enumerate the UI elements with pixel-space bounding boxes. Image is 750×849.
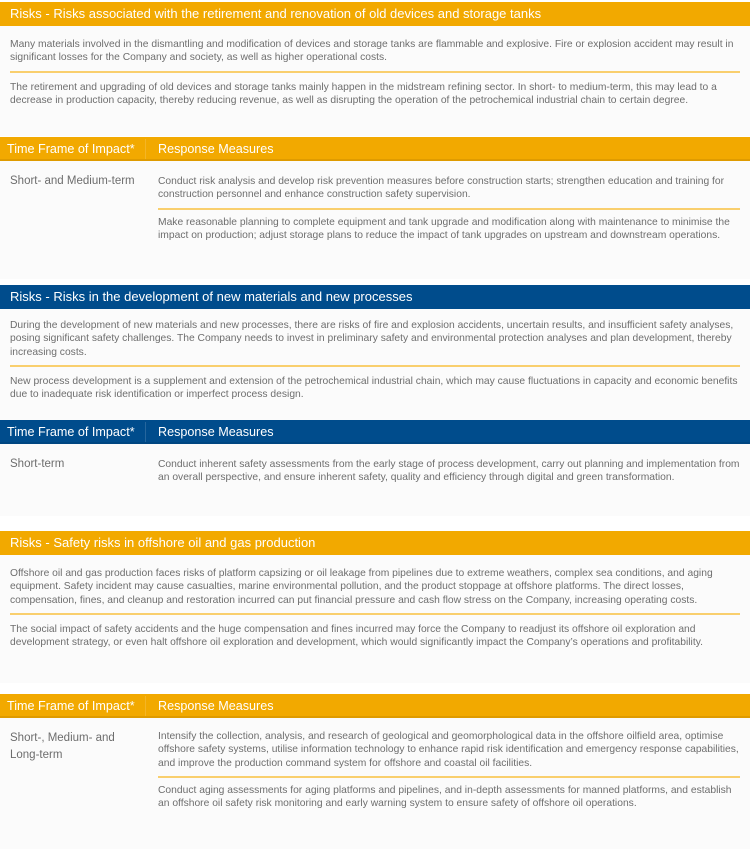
measure-item: Intensify the collection, analysis, and research of geological and geomorphological data in the offshore oilfield area, optimise offshore safety systems, utilise information technology to enhance rapid risk identification and emergency response capabilities, and improve the production command system for offshore and coastal oil facilities. [158, 731, 739, 769]
description-paragraph: During the development of new materials and new processes, there are risks of fire and explosion accidents, uncertain results, and insufficient safety analyses, posing significant safety challenges. The Company needs to invest in preliminary safety and environmental protection analyses and plan development, thereby increasing costs. [10, 320, 734, 358]
risk-description [0, 309, 750, 420]
header-separator [145, 139, 146, 159]
header-separator [145, 696, 146, 716]
header-time-frame: Time Frame of Impact* [7, 425, 135, 439]
measures-list [158, 718, 740, 816]
time-frame-value: Short-, Medium- and Long-term [10, 732, 115, 761]
divider [158, 776, 740, 778]
description-paragraph: Offshore oil and gas production faces risks of platform capsizing or oil leakage from pipelines due to extreme weathers, complex sea conditions, and aging equipment. Safety incident may cause casualties, marine environmental pollution, and the product stoppage at offshore platforms. The direct losses, compensation, fines, and cleanup and restoration incurred can put financial pressure and cash flow stress on the Company, increasing operating costs. [10, 568, 713, 606]
risk-title: Risks - Risks associated with the retirement and renovation of old devices and storage tanks [0, 2, 750, 26]
header-response-measures: Response Measures [158, 425, 274, 439]
risk-title: Risks - Risks in the development of new materials and new processes [0, 285, 750, 309]
risk-section-offshore [0, 531, 750, 683]
divider [158, 208, 740, 210]
risk-section-retirement [0, 2, 750, 136]
time-frame-value: Short-term [10, 458, 65, 470]
description-paragraph: New process development is a supplement and extension of the petrochemical industrial chain, which may cause fluctuations in capacity and economic benefits due to inadequate risk identification or imperfect process design. [10, 375, 738, 401]
risk-title: Risks - Safety risks in offshore oil and gas production [0, 531, 750, 555]
risk-section-new-materials [0, 285, 750, 420]
table-header [0, 420, 750, 444]
measures-list [158, 161, 740, 248]
measure-item: Conduct risk analysis and develop risk prevention measures before construction starts; strengthen education and training for construction personnel and enhance construction safety supervision. [158, 176, 725, 201]
measure-item: Conduct aging assessments for aging platforms and pipelines, and in-depth assessments for manned platforms, and establish an offshore oil safety risk monitoring and early warning system to ensure safety of offshore oil operations. [158, 784, 732, 810]
measures-list [158, 444, 740, 491]
header-response-measures: Response Measures [158, 142, 274, 156]
table-row [0, 161, 750, 279]
response-table-new-materials [0, 420, 750, 516]
header-time-frame: Time Frame of Impact* [7, 142, 135, 156]
response-table-offshore [0, 694, 750, 849]
risk-description [0, 555, 750, 683]
header-separator [145, 422, 146, 442]
description-paragraph: The social impact of safety accidents and the huge compensation and fines incurred may force the Company to readjust its offshore oil exploration and development strategy, or even halt offshore oil exploration and development, which would significantly impact the Company’s operations and profitability. [10, 623, 703, 649]
measure-item: Conduct inherent safety assessments from the early stage of process development, carry out planning and implementation from an overall perspective, and ensure inherent safety, quality and efficiency through digital and green transformation. [158, 459, 740, 484]
table-row [0, 718, 750, 849]
response-table-retirement [0, 137, 750, 279]
header-time-frame: Time Frame of Impact* [7, 699, 135, 713]
time-frame-value: Short- and Medium-term [10, 175, 135, 187]
description-paragraph: Many materials involved in the dismantling and modification of devices and storage tanks are flammable and explosive. Fire or explosion accident may result in significant losses for the Company and society, as well as higher operational costs. [10, 39, 734, 64]
table-header [0, 137, 750, 161]
table-row [0, 444, 750, 516]
header-response-measures: Response Measures [158, 699, 274, 713]
table-header [0, 694, 750, 718]
description-paragraph: The retirement and upgrading of old devices and storage tanks mainly happen in the midstream refining sector. In short- to medium-term, this may lead to a decrease in production capacity, thereby reducing revenue, as well as disrupting the operation of the petrochemical industrial chain to certain degree. [10, 81, 717, 106]
measure-item: Make reasonable planning to complete equipment and tank upgrade and modification along with maintenance to minimise the impact on production; adjust storage plans to reduce the impact of tank upgrades on upstream and downstream operations. [158, 216, 730, 241]
risk-description [0, 26, 750, 136]
